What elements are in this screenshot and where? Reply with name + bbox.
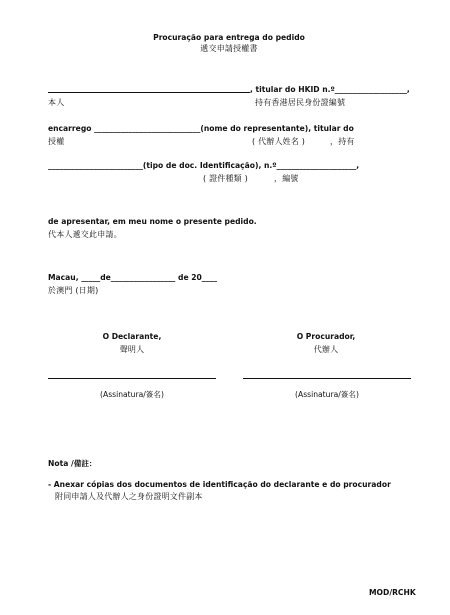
form-code: MOD/RCHK <box>369 588 416 597</box>
representative-zh-right: ，持有 <box>330 137 355 146</box>
holder-zh-left: 本人 <box>48 98 65 107</box>
form-title-zh: 遞交申請授權書 <box>200 44 258 53</box>
declarant-signature-line <box>48 378 216 379</box>
note-item-zh: 附同申請人及代辦人之身份證明文件副本 <box>55 492 203 501</box>
procurator-label-pt: O Procurador, <box>296 332 356 341</box>
document-type-zh-left: ( 證件種類 ) <box>203 174 248 183</box>
procurator-label-zh: 代辦人 <box>313 345 339 354</box>
document-type-line: _________________________(tipo de doc. Identificação), n.º_____________________, <box>48 161 360 170</box>
form-title-pt: Procuração para entrega do pedido <box>153 33 305 42</box>
holder-line-suffix: , titular do HKID n.º___________________, <box>250 85 410 94</box>
date-line-pt: Macau, _____de_________________ de 20____ <box>48 273 217 282</box>
note-item-pt: - Anexar cópias dos documentos de identificação do declarante e do procurador <box>48 480 391 489</box>
procurator-signature-line <box>243 378 411 379</box>
representative-zh-left: 授權 <box>48 137 65 146</box>
document-type-zh-right: ，編號 <box>274 174 299 183</box>
date-line-zh: 於澳門 (日期) <box>48 286 99 295</box>
purpose-zh: 代本人遞交此申請。 <box>48 230 122 239</box>
purpose-pt: de apresentar, em meu nome o presente pedido. <box>48 217 257 226</box>
holder-name-line <box>48 92 250 93</box>
procurator-signature-caption: (Assinatura/簽名) <box>295 390 359 399</box>
representative-line: encarrego ____________________________(nome do representante), titular do <box>48 124 354 133</box>
declarant-label-pt: O Declarante, <box>102 332 162 341</box>
note-heading: Nota /備註： <box>48 459 97 468</box>
declarant-signature-caption: (Assinatura/簽名) <box>100 390 164 399</box>
representative-zh-mid: ( 代辦人姓名 ) <box>252 137 306 146</box>
declarant-label-zh: 聲明人 <box>119 345 145 354</box>
holder-zh-right: 持有香港居民身份證編號 <box>255 98 346 107</box>
